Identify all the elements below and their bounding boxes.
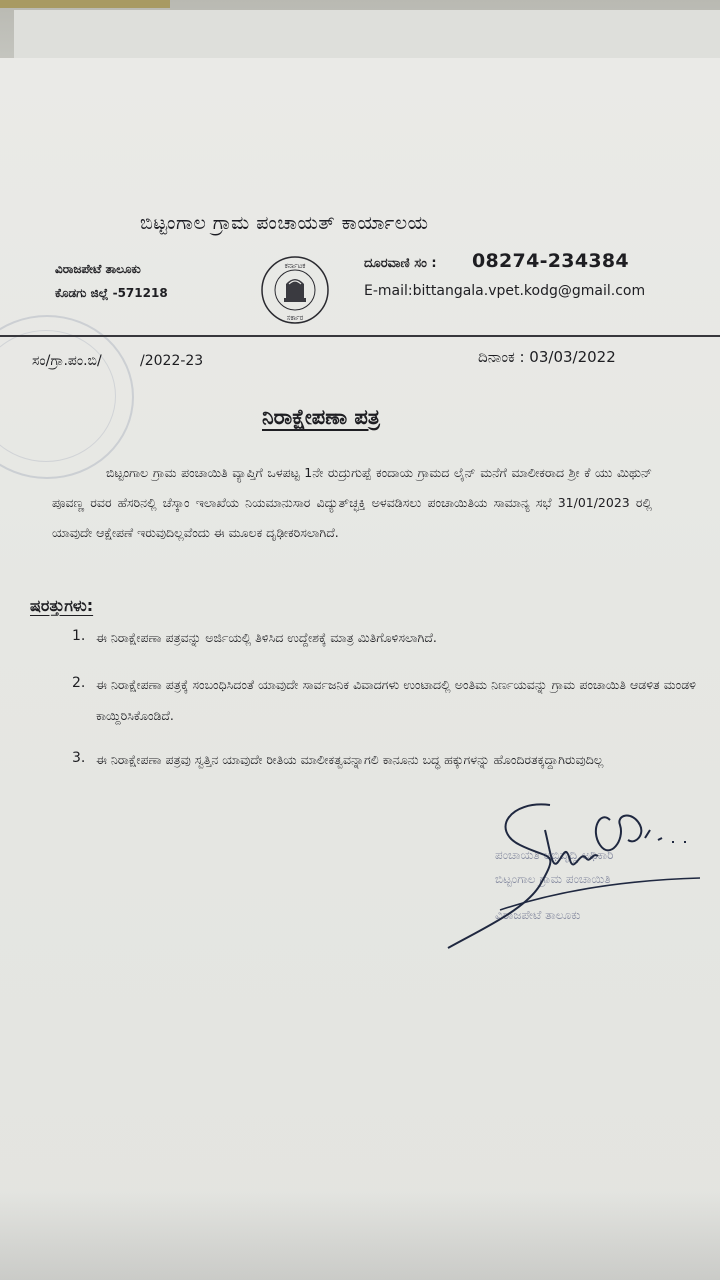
condition-item: ಈ ನಿರಾಕ್ಷೇಪಣಾ ಪತ್ರಕ್ಕೆ ಸಂಬಂಧಿಸಿದಂತೆ ಯಾವುದೇ ಸಾರ್ವಜನಿಕ ವಿವಾದಗಳು ಉಂಟಾದಲ್ಲಿ ಅಂತಿಮ ನಿರ್ಣಯವನ್ನು ಗ್ರಾಮ ಪಂಚಾಯಿತಿ ಆಡಳಿತ ಮಂಡಳಿ ಕಾಯ್ದಿರಿಸಿಕೊಂಡಿದೆ.: [96, 677, 696, 723]
background-strip: [0, 0, 170, 8]
email-text: E-mail:bittangala.vpet.kodg@gmail.com: [364, 283, 646, 299]
reference-number: ಸಂ/ಗ್ರಾ.ಪಂ.ಬಿ/: [32, 353, 102, 369]
document-date: ದಿನಾಂಕ : 03/03/2022: [478, 348, 616, 366]
conditions-heading: ಷರತ್ತುಗಳು:: [30, 596, 94, 615]
body-paragraph: ಬಿಟ್ಟಂಗಾಲ ಗ್ರಾಮ ಪಂಚಾಯಿತಿ ವ್ಯಾಪ್ತಿಗೆ ಒಳಪಟ್ಟ 1ನೇ ರುದ್ರುಗುಪ್ಪೆ ಕಂದಾಯ ಗ್ರಾಮದ ಲೈನ್ ಮನೆಗೆ ಮಾಲೀಕರಾದ ಶ್ರೀ ಕೆ ಯು ಮಿಥುನ್ ಪೂವಣ್ಣ ರವರ ಹೆಸರಿನಲ್ಲಿ ಚೆಸ್ಕಾಂ ಇಲಾಖೆಯ ನಿಯಮಾನುಸಾರ ವಿದ್ಯುತ್‌ಚ್ಛಕ್ತಿ ಅಳವಡಿಸಲು ಪಂಚಾಯಿತಿಯ ಸಾಮಾನ್ಯ ಸಭೆ 31/01/2023 ರಲ್ಲಿ ಯಾವುದೇ ಆಕ್ಷೇಪಣೆ ಇರುವುದಿಲ್ಲವೆಂದು ಈ ಮೂಲಕ ದೃಢೀಕರಿಸಲಾಗಿದೆ.: [52, 465, 652, 540]
reference-year: /2022-23: [140, 353, 204, 369]
emblem-top-text: ಕರ್ನಾಟಕ: [284, 262, 306, 270]
phone-number: 08274-234384: [472, 250, 629, 272]
karnataka-emblem-icon: [256, 254, 334, 326]
condition-number: 1.: [72, 628, 86, 644]
header-divider: [0, 335, 720, 337]
phone-label: ದೂರವಾಣಿ ಸಂ :: [364, 256, 437, 271]
taluk-text: ವಿರಾಜಪೇಟೆ ತಾಲೂಕು: [55, 262, 141, 276]
emblem-bottom-text: ಸರ್ಕಾರ: [286, 314, 304, 322]
district-text: ಕೊಡಗು ಜಿಲ್ಲೆ -571218: [55, 286, 168, 300]
stamp-line: ವಿರಾಜಪೇಟೆ ತಾಲೂಕು: [495, 908, 581, 922]
page-shadow: [0, 1190, 720, 1280]
condition-number: 3.: [72, 750, 86, 766]
stamp-line: ಪಂಚಾಯತಿ ಅಭಿವೃದ್ಧಿ ಅಧಿಕಾರಿ: [495, 848, 614, 862]
document-title: ನಿರಾಕ್ಷೇಪಣಾ ಪತ್ರ: [262, 405, 380, 429]
condition-item: ಈ ನಿರಾಕ್ಷೇಪಣಾ ಪತ್ರವನ್ನು ಅರ್ಜಿಯಲ್ಲಿ ತಿಳಿಸಿದ ಉದ್ದೇಶಕ್ಕೆ ಮಾತ್ರ ಮಿತಿಗೊಳಿಸಲಾಗಿದೆ.: [96, 630, 437, 645]
handwritten-signature: [440, 790, 720, 960]
condition-number: 2.: [72, 675, 86, 691]
stamp-line: ಬಿಟ್ಟಂಗಾಲ ಗ್ರಾಮ ಪಂಚಾಯಿತಿ: [495, 872, 611, 886]
condition-item: ಈ ನಿರಾಕ್ಷೇಪಣಾ ಪತ್ರವು ಸ್ವತ್ತಿನ ಯಾವುದೇ ರೀತಿಯ ಮಾಲೀಕತ್ವವನ್ನಾಗಲಿ ಕಾನೂನು ಬದ್ಧ ಹಕ್ಕುಗಳನ್ನು ಹೊಂದಿರತಕ್ಕದ್ದಾಗಿರುವುದಿಲ್ಲ: [96, 752, 604, 767]
office-title: ಬಿಟ್ಟಂಗಾಲ ಗ್ರಾಮ ಪಂಚಾಯತ್ ಕಾರ್ಯಾಲಯ: [140, 212, 429, 234]
